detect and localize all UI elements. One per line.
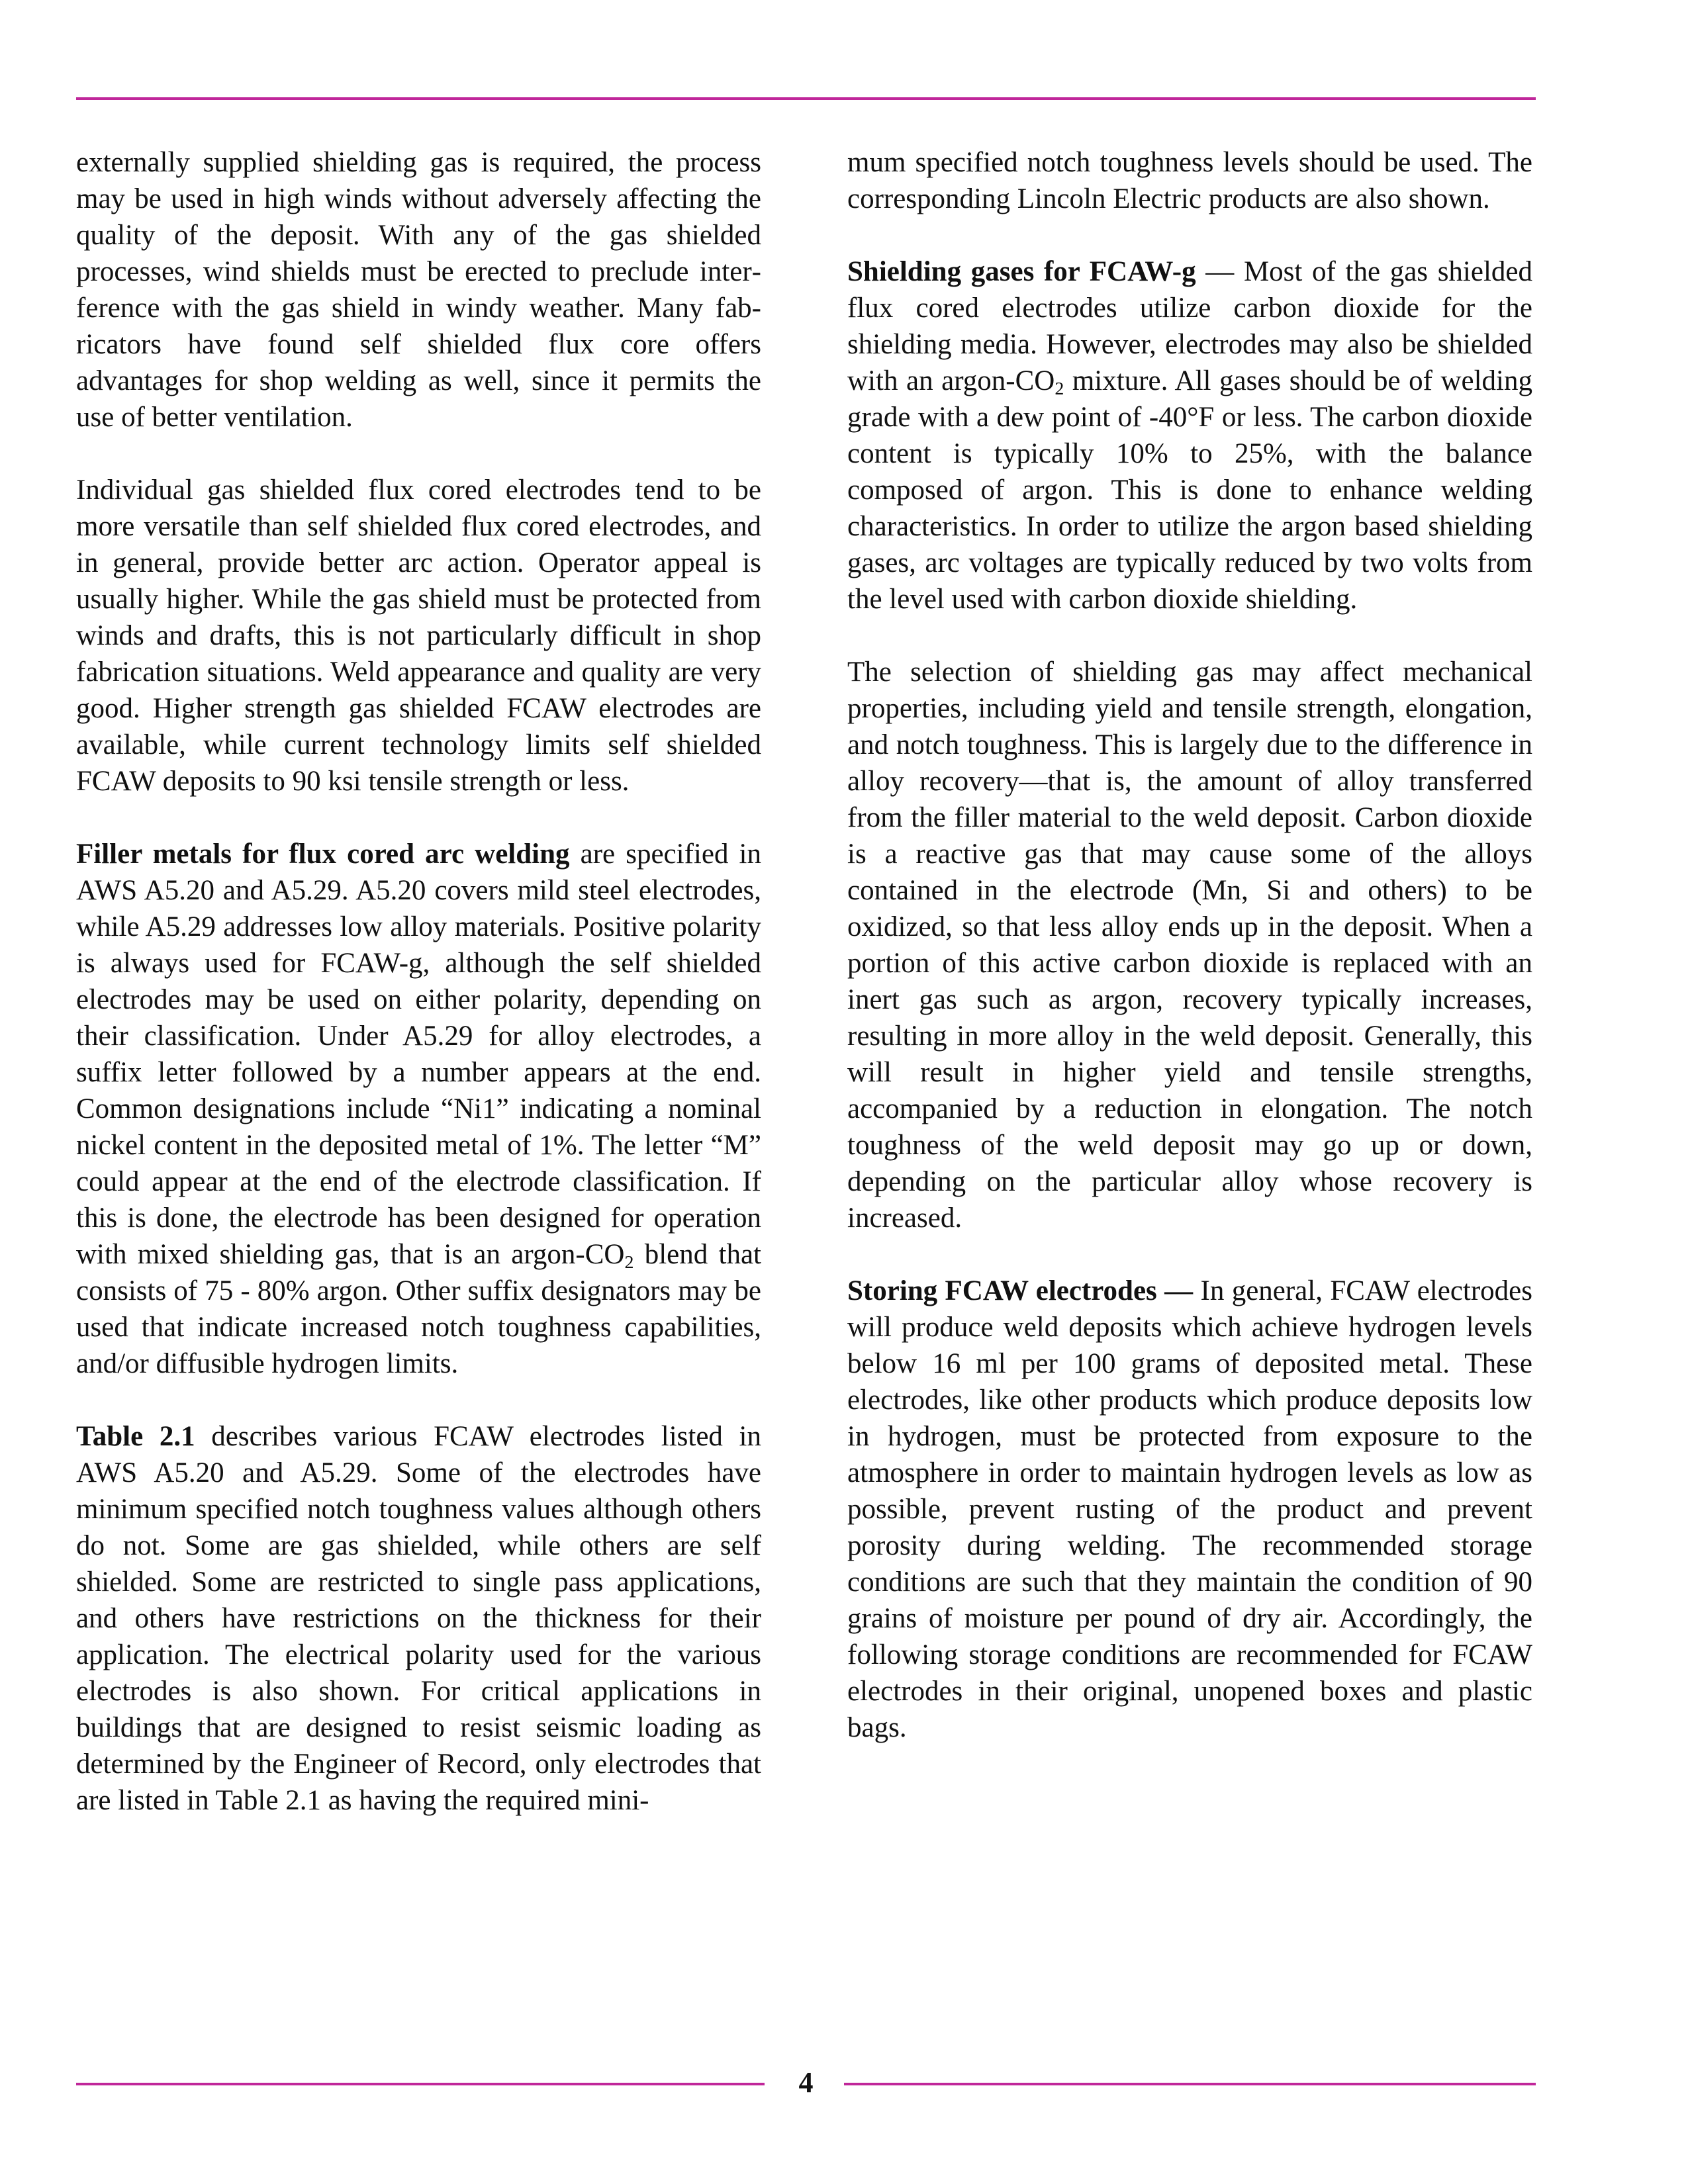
co2-subscript: 2	[1055, 378, 1064, 399]
shielding-gases-text-b: mixture. All gases should be of welding grade with a dew point of -40°F or less. The carbon dioxide content is typically 10% to 25%, with the balance composed of argon. This is done to enhance welding characteristics. In order to utilize the argon based shielding gases, arc voltages are typically reduced by two volts from the level used with carbon dioxide shielding.	[847, 365, 1532, 615]
storing-electrodes-heading: Storing FCAW electrodes —	[847, 1275, 1194, 1306]
paragraph-shielding-gases	[847, 253, 1532, 617]
table-2-1-text: describes various FCAW electrodes listed in AWS A5.20 and A5.29. Some of the electrodes have minimum specified notch toughness values although others do not. Some are gas shielded, while others are self shielded. Some are restricted to single pass applications, and others have restrictions on the thickness for their application. The electrical polarity used for the various electrodes is also shown. For critical applications in buildings that are designed to resist seismic loading as determined by the Engineer of Record, only electrodes that are listed in Table 2.1 as having the required mini-	[76, 1421, 762, 1816]
right-column	[847, 144, 1532, 1746]
header-rule	[76, 97, 1536, 100]
paragraph-filler-metals	[76, 836, 761, 1382]
table-2-1-reference: Table 2.1	[76, 1421, 195, 1452]
paragraph-wind-shielding: externally supplied shielding gas is required, the process may be used in high winds without adversely affecting the quality of the deposit. With any of the gas shielded processes, wind shields must be erected to preclude interference with the gas shield in windy weather. Many fabricators have found self shielded flux core offers advantages for shop welding as well, since it permits the use of better ventilation.	[76, 147, 761, 433]
footer-rule-right	[844, 2083, 1536, 2085]
paragraph-storing-electrodes	[847, 1273, 1532, 1746]
paragraph-gas-shielded-electrodes: Individual gas shielded flux cored electrodes tend to be more versatile than self shielded flux cored electrodes, and in general, provide better arc action. Operator appeal is usually higher. While the gas shield must be protected from winds and drafts, this is not particularly difficult in shop fabrication situations. Weld appearance and quality are very good. Higher strength gas shielded FCAW electrodes are available, while current technology limits self shielded FCAW deposits to 90 ksi tensile strength or less.	[76, 475, 761, 797]
page-number: 4	[798, 2066, 814, 2099]
co2-subscript: 2	[624, 1251, 634, 1273]
shielding-gases-text-a: — Most of the gas shielded flux cored electrodes utilize carbon dioxide for the shielding media. However, electrodes may also be shielded with an argon-CO	[847, 256, 1532, 396]
paragraph-gas-selection: The selection of shielding gas may affect mechanical properties, including yield and tensile strength, elongation, and notch toughness. This is largely due to the difference in alloy recovery—that is, the amount of alloy transferred from the filler material to the weld deposit. Carbon dioxide is a reactive gas that may cause some of the alloys contained in the electrode (Mn, Si and others) to be oxidized, so that less alloy ends up in the deposit. When a portion of this active carbon dioxide is replaced with an inert gas such as argon, recovery typically increases, resulting in more alloy in the weld deposit. Generally, this will result in higher yield and tensile strengths, accompanied by a reduction in elongation. The notch toughness of the weld deposit may go up or down, depending on the particular alloy whose recovery is increased.	[847, 657, 1532, 1234]
paragraph-table-2-1	[76, 1418, 761, 1819]
footer-rule-left	[76, 2083, 765, 2085]
shielding-gases-heading: Shielding gases for FCAW-g	[847, 256, 1196, 287]
storing-electrodes-text: In general, FCAW electrodes will produce weld deposits which achieve hydrogen levels below 16 ml per 100 grams of deposited metal. These electrodes, like other products which produce deposits low in hydrogen, must be protected from exposure to the atmosphere in order to maintain hydrogen levels as low as possible, prevent rusting of the product and prevent porosity during welding. The recommended storage conditions are such that they maintain the condition of 90 grains of moisture per pound of dry air. Accordingly, the following storage conditions are recommended for FCAW electrodes in their original, unopened boxes and plastic bags.	[847, 1275, 1532, 1743]
filler-metals-heading: Filler metals for flux cored arc welding	[76, 839, 570, 870]
paragraph-notch-toughness-continued: mum specified notch toughness levels should be used. The corresponding Lincoln Electric products are also shown.	[847, 147, 1532, 214]
filler-metals-text-b: blend that consists of 75 - 80% argon. Other suffix designators may be used that indicate increased notch toughness capabilities, and/or diffusible hydrogen limits.	[76, 1239, 761, 1379]
filler-metals-text-a: are specified in AWS A5.20 and A5.29. A5.20 covers mild steel electrodes, while A5.29 addresses low alloy materials. Positive polarity is always used for FCAW-g, although the self shielded electrodes may be used on either polarity, depending on their classification. Under A5.29 for alloy electrodes, a suffix letter followed by a number appears at the end. Common designations include “Ni1” indicating a nominal nickel content in the deposited metal of 1%. The letter “M” could appear at the end of the electrode classification. If this is done, the electrode has been designed for operation with mixed shielding gas, that is an argon-CO	[76, 839, 761, 1270]
left-column	[76, 144, 761, 1819]
